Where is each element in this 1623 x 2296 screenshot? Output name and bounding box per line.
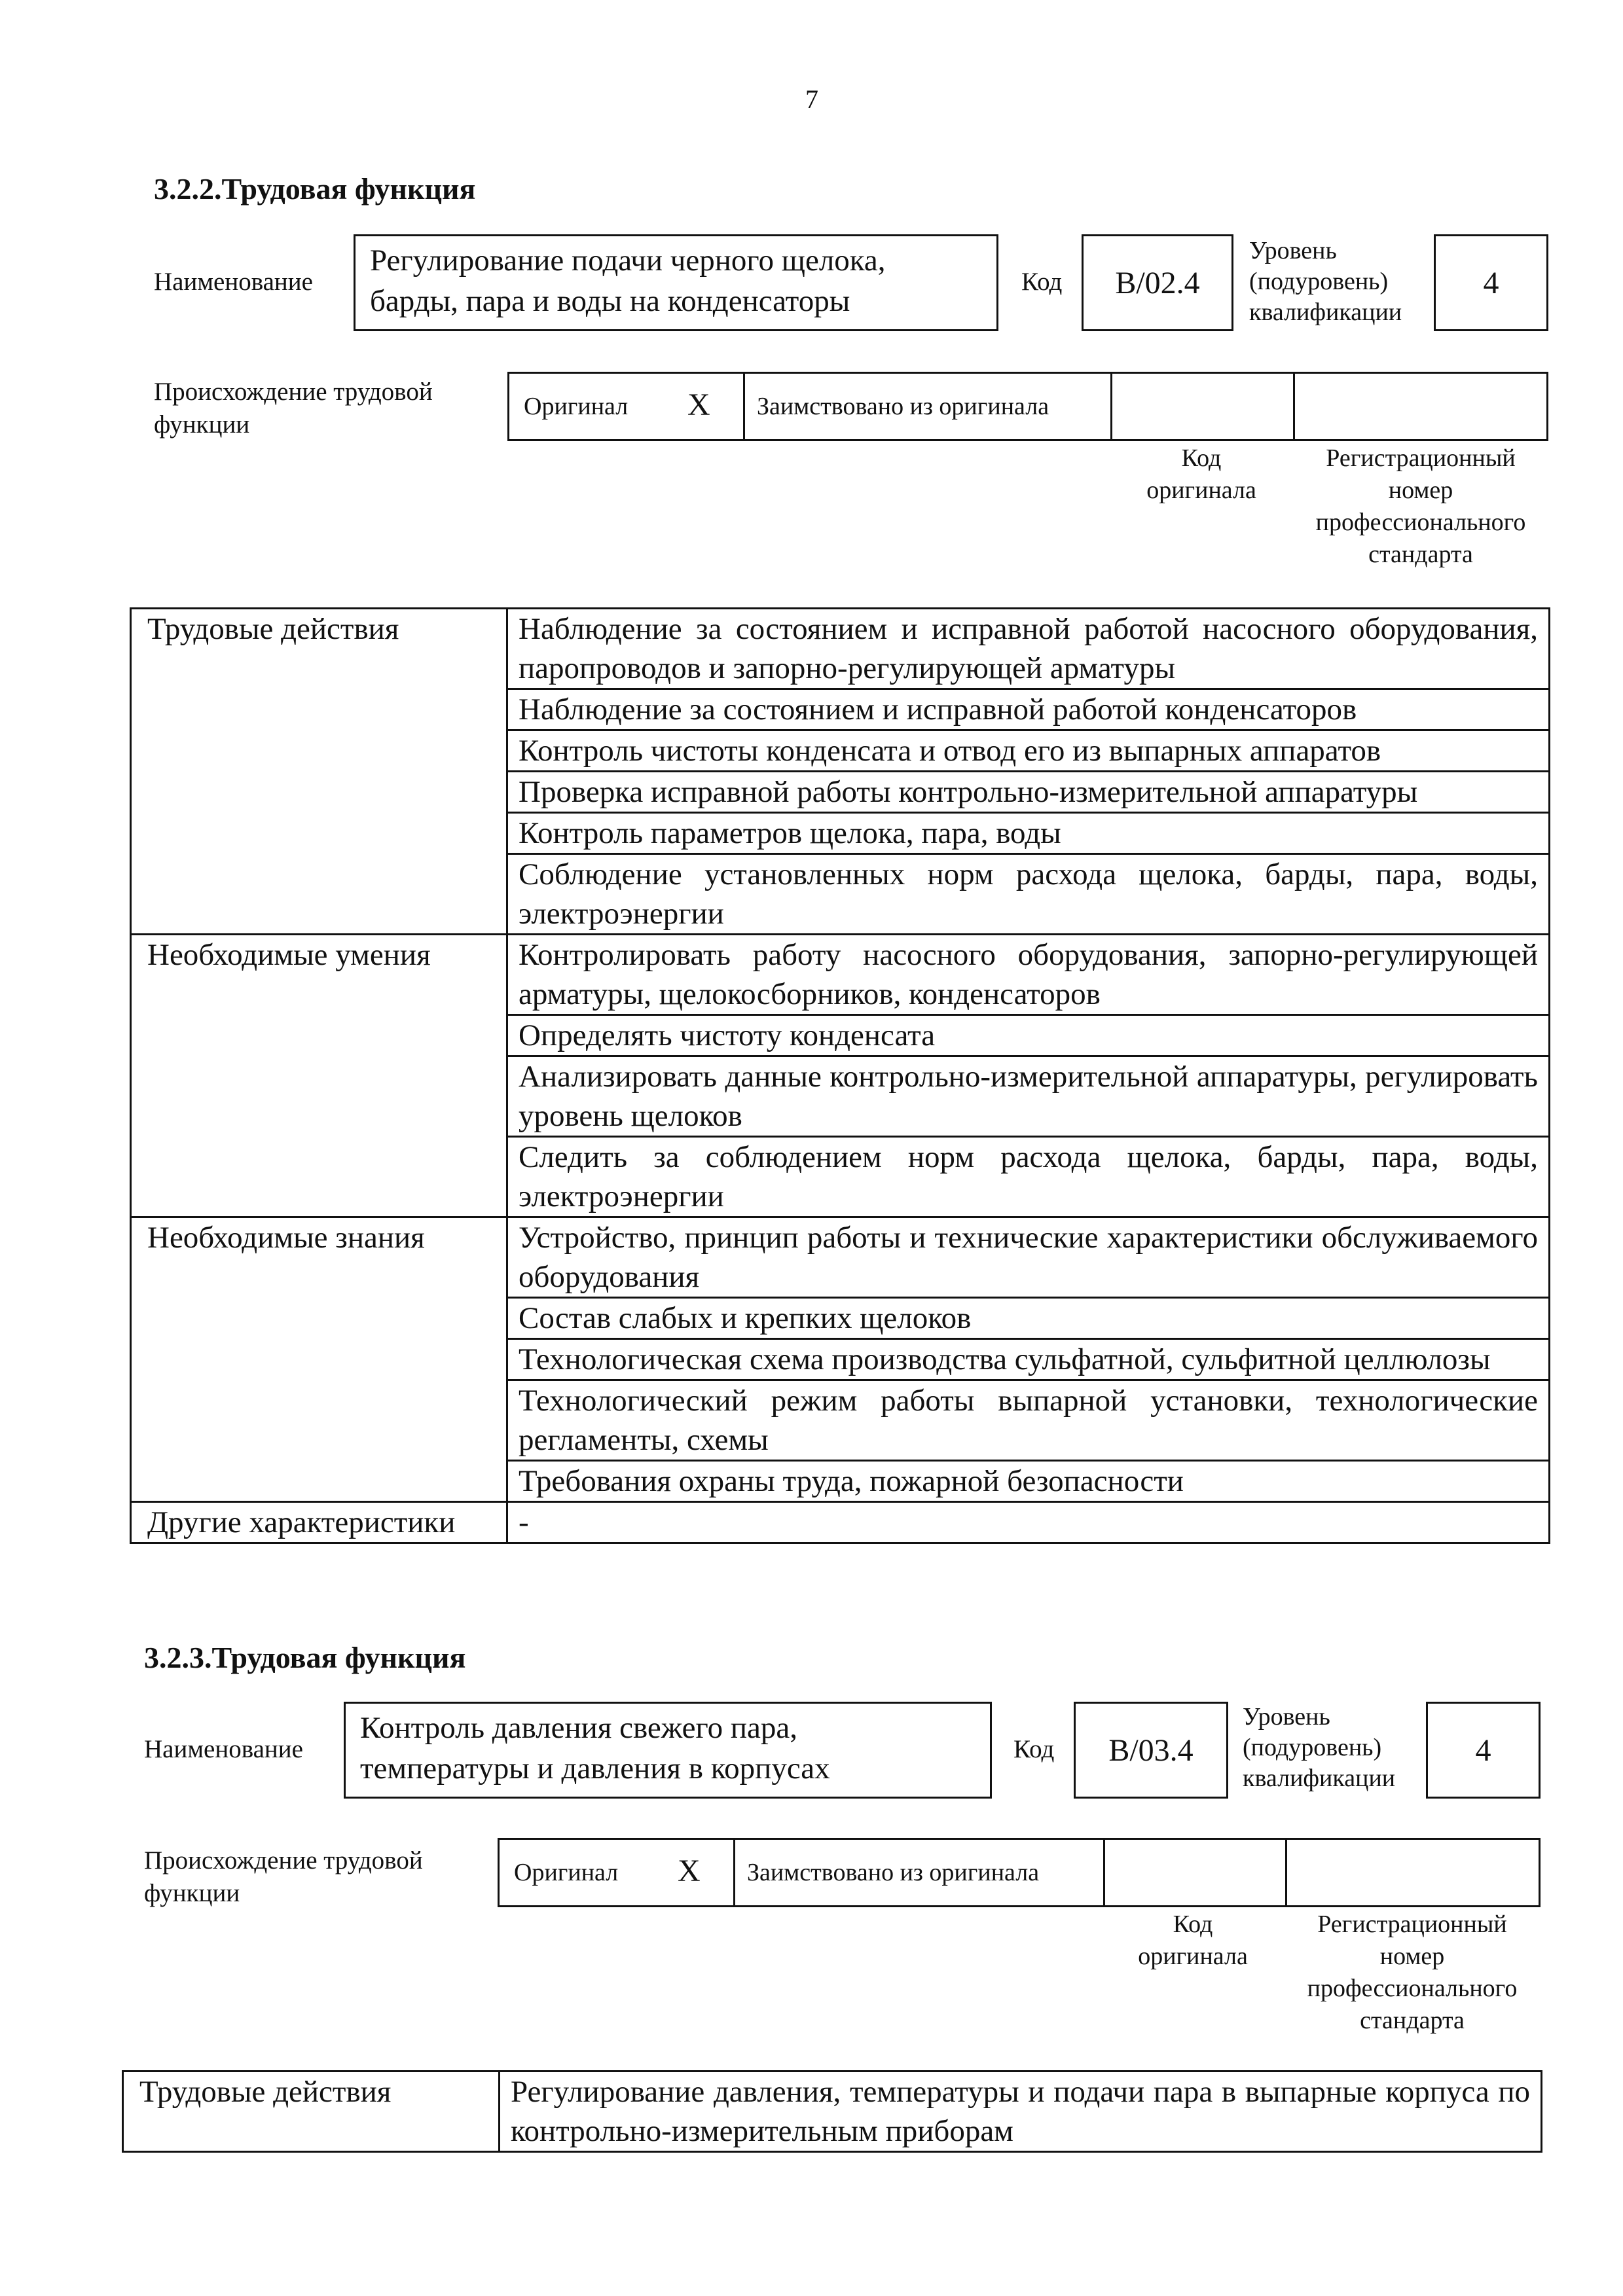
caption-line: профессионального — [1307, 1975, 1518, 2002]
labor-function-table — [122, 2070, 1542, 2153]
level-label — [1249, 236, 1402, 328]
function-name-line: барды, пара и воды на конденсаторы — [370, 284, 850, 318]
caption-line: Код — [1173, 1910, 1213, 1938]
level-label — [1243, 1702, 1395, 1794]
row-header: Другие характеристики — [131, 1502, 507, 1543]
table-cell: Наблюдение за состоянием и исправной работой насосного оборудования, паропроводов и запорно-регулирующей арматуры — [507, 609, 1550, 689]
level-label-line: квалификации — [1249, 298, 1402, 326]
name-label: Наименование — [154, 268, 313, 296]
origin-label-line: Происхождение трудовой — [154, 378, 433, 406]
table-cell: Технологический режим работы выпарной установки, технологические регламенты, схемы — [507, 1380, 1550, 1461]
function-name-box — [354, 234, 998, 331]
orig-code-caption — [1102, 1909, 1284, 1973]
table-cell: Анализировать данные контрольно-измерительной аппаратуры, регулировать уровень щелоков — [507, 1056, 1550, 1137]
row-header: Трудовые действия — [131, 609, 507, 935]
level-value: 4 — [1434, 234, 1548, 331]
function-name-box — [344, 1702, 992, 1799]
origin-label-line: функции — [144, 1879, 240, 1907]
function-name-line: Регулирование подачи черного щелока, — [370, 243, 886, 278]
code-value: В/02.4 — [1082, 234, 1233, 331]
origin-label — [144, 1844, 423, 1910]
table-cell: - — [507, 1502, 1550, 1543]
origin-table — [507, 372, 1548, 441]
table-row — [131, 1502, 1550, 1543]
table-cell: Технологическая схема производства сульфатной, сульфитной целлюлозы — [507, 1339, 1550, 1380]
reg-number-caption — [1284, 1909, 1541, 2037]
table-cell: Состав слабых и крепких щелоков — [507, 1298, 1550, 1339]
caption-line: стандарта — [1360, 2007, 1465, 2034]
table-row — [131, 935, 1550, 1015]
section-title: 3.2.2.Трудовая функция — [154, 172, 476, 206]
caption-line: оригинала — [1146, 476, 1256, 504]
level-value: 4 — [1426, 1702, 1541, 1799]
caption-line: Регистрационный — [1326, 444, 1516, 472]
code-label: Код — [1021, 268, 1063, 296]
table-cell: Следить за соблюдением норм расхода щелока, барды, пара, воды, электроэнергии — [507, 1137, 1550, 1217]
origin-mark: X — [678, 1854, 701, 1888]
level-label-line: (подуровень) — [1243, 1734, 1382, 1761]
origin-table — [498, 1838, 1541, 1907]
origin-original-label: Оригинал — [524, 393, 629, 420]
table-cell: Регулирование давления, температуры и подачи пара в выпарные корпуса по контрольно-измерительным приборам — [500, 2072, 1542, 2152]
row-header: Трудовые действия — [123, 2072, 500, 2152]
table-cell: Соблюдение установленных норм расхода щелока, барды, пара, воды, электроэнергии — [507, 854, 1550, 935]
table-row — [131, 609, 1550, 689]
table-cell: Устройство, принцип работы и технические характеристики обслуживаемого оборудования — [507, 1217, 1550, 1298]
code-value: В/03.4 — [1074, 1702, 1228, 1799]
caption-line: номер — [1388, 476, 1453, 504]
row-header: Необходимые умения — [131, 935, 507, 1217]
caption-line: профессионального — [1315, 509, 1526, 536]
section-title: 3.2.3.Трудовая функция — [144, 1641, 466, 1674]
origin-borrowed-label: Заимствовано из оригинала — [747, 1859, 1040, 1886]
origin-original-label: Оригинал — [514, 1859, 619, 1886]
table-cell: Наблюдение за состоянием и исправной работой конденсаторов — [507, 689, 1550, 730]
caption-line: Код — [1181, 444, 1222, 472]
table-cell: Контролировать работу насосного оборудования, запорно-регулирующей арматуры, щелокосборников, конденсаторов — [507, 935, 1550, 1015]
table-cell: Контроль параметров щелока, пара, воды — [507, 813, 1550, 854]
level-label-line: (подуровень) — [1249, 268, 1389, 295]
caption-line: номер — [1379, 1943, 1445, 1970]
table-row — [131, 1217, 1550, 1298]
origin-label-line: Происхождение трудовой — [144, 1846, 423, 1874]
level-label-line: квалификации — [1243, 1765, 1396, 1792]
caption-line: Регистрационный — [1317, 1910, 1507, 1938]
function-name-line: температуры и давления в корпусах — [360, 1751, 830, 1785]
origin-label — [154, 376, 433, 441]
caption-line: оригинала — [1138, 1943, 1248, 1970]
level-label-line: Уровень — [1249, 237, 1337, 264]
table-cell: Контроль чистоты конденсата и отвод его из выпарных аппаратов — [507, 730, 1550, 772]
code-label: Код — [1013, 1735, 1055, 1763]
caption-line: стандарта — [1368, 541, 1473, 568]
reg-number-caption — [1293, 442, 1548, 571]
function-name-line: Контроль давления свежего пара, — [360, 1711, 797, 1745]
origin-label-line: функции — [154, 410, 250, 439]
row-header: Необходимые знания — [131, 1217, 507, 1502]
name-label: Наименование — [144, 1735, 303, 1763]
labor-function-table — [130, 607, 1550, 1544]
origin-mark: X — [687, 387, 710, 422]
table-row — [123, 2072, 1542, 2152]
table-cell: Определять чистоту конденсата — [507, 1015, 1550, 1056]
level-label-line: Уровень — [1243, 1703, 1330, 1731]
table-cell: Проверка исправной работы контрольно-измерительной аппаратуры — [507, 772, 1550, 813]
orig-code-caption — [1110, 442, 1293, 507]
table-cell: Требования охраны труда, пожарной безопасности — [507, 1461, 1550, 1502]
page-number: 7 — [805, 84, 818, 114]
origin-borrowed-label: Заимствовано из оригинала — [757, 393, 1049, 420]
